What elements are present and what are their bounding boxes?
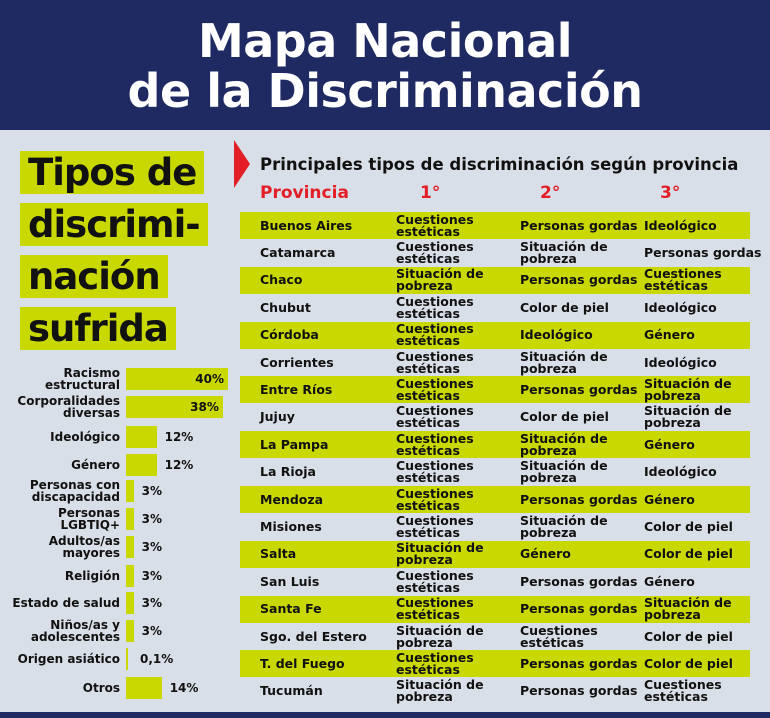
bar-label: Adultos/as mayores (48, 534, 120, 560)
table-row (240, 376, 750, 403)
rank-3-cell: Género (644, 573, 695, 589)
bar-row (0, 366, 240, 392)
bar (126, 565, 134, 587)
rank-1-cell: Cuestiones estéticas (396, 375, 474, 403)
rank-3-cell: Ideológico (644, 464, 717, 480)
province-cell: San Luis (260, 573, 320, 589)
rank-3-cell: Ideológico (644, 299, 717, 315)
province-cell: La Rioja (260, 464, 316, 480)
table-row (240, 486, 750, 513)
rank-2-cell: Ideológico (520, 327, 593, 343)
rank-1-cell: Cuestiones estéticas (396, 430, 474, 458)
rank-2-cell: Color de piel (520, 409, 609, 425)
bar-label: Ideológico (50, 430, 120, 444)
province-cell: Jujuy (260, 409, 295, 425)
bar-label: Estado de salud (12, 596, 120, 610)
rank-3-cell: Color de piel (644, 518, 733, 534)
bar-value-label: 12% (164, 430, 194, 444)
rank-3-cell: Género (644, 327, 695, 343)
rank-1-cell: Cuestiones estéticas (396, 485, 474, 513)
column-header-1: 1° (420, 183, 441, 203)
column-header-3: 3° (660, 183, 681, 203)
province-cell: Entre Ríos (260, 381, 333, 397)
rank-2-cell: Personas gordas (520, 381, 638, 397)
chart-title-line: discrimi- (20, 203, 208, 246)
rank-1-cell: Cuestiones estéticas (396, 567, 474, 595)
bar-value-label: 3% (141, 624, 163, 638)
rank-1-cell: Cuestiones estéticas (396, 403, 474, 431)
bar-row (0, 534, 240, 560)
table-row (240, 349, 750, 376)
rank-1-cell: Cuestiones estéticas (396, 458, 474, 486)
rank-2-cell: Cuestiones estéticas (520, 622, 598, 650)
bar (126, 480, 134, 502)
bar (126, 648, 128, 670)
rank-1-cell: Cuestiones estéticas (396, 321, 474, 349)
chart-title-line: nación (20, 255, 168, 298)
rank-1-cell: Situación de pobreza (396, 677, 484, 705)
bar-value-label: 3% (141, 484, 163, 498)
rank-1-cell: Cuestiones estéticas (396, 238, 474, 266)
table-row (240, 267, 750, 294)
rank-2-cell: Personas gordas (520, 573, 638, 589)
bar-row (0, 424, 240, 450)
column-header-provincia: Provincia (260, 183, 349, 203)
rank-2-cell: Situación de pobreza (520, 348, 608, 376)
province-cell: T. del Fuego (260, 655, 345, 671)
bar-row (0, 675, 240, 701)
bar-label: Género (71, 458, 120, 472)
bar-label: Otros (82, 681, 120, 695)
province-cell: Córdoba (260, 327, 319, 343)
chart-title-line: sufrida (20, 307, 176, 350)
bar-value-label: 3% (141, 540, 163, 554)
bar-value-label: 3% (141, 596, 163, 610)
province-cell: Tucumán (260, 683, 323, 699)
title-line-2: de la Discriminación (127, 64, 643, 118)
province-cell: La Pampa (260, 436, 329, 452)
bar-row (0, 618, 240, 644)
bar-value-label: 12% (164, 458, 194, 472)
rank-3-cell: Situación de pobreza (644, 595, 732, 623)
rank-3-cell: Situación de pobreza (644, 403, 732, 431)
province-cell: Salta (260, 546, 297, 562)
province-cell: Catamarca (260, 244, 336, 260)
bar (126, 454, 157, 476)
rank-2-cell: Situación de pobreza (520, 458, 608, 486)
province-cell: Chubut (260, 299, 311, 315)
bar-label: Personas LGBTIQ+ (57, 506, 120, 532)
rank-3-cell: Género (644, 436, 695, 452)
province-cell: Sgo. del Estero (260, 628, 367, 644)
table-row (240, 431, 750, 458)
table-row (240, 623, 750, 650)
rank-1-cell: Situación de pobreza (396, 266, 484, 294)
bar-row (0, 590, 240, 616)
chart-title (20, 147, 235, 355)
bar-row (0, 563, 240, 589)
rank-2-cell: Personas gordas (520, 601, 638, 617)
rank-3-cell: Género (644, 491, 695, 507)
rank-2-cell: Color de piel (520, 299, 609, 315)
rank-2-cell: Género (520, 546, 571, 562)
table-row (240, 541, 750, 568)
arrow-icon (234, 140, 250, 188)
province-cell: Mendoza (260, 491, 324, 507)
rank-2-cell: Personas gordas (520, 491, 638, 507)
rank-1-cell: Cuestiones estéticas (396, 348, 474, 376)
rank-1-cell: Situación de pobreza (396, 622, 484, 650)
table-row (240, 513, 750, 540)
rank-2-cell: Personas gordas (520, 683, 638, 699)
bar-row (0, 506, 240, 532)
bar-row (0, 452, 240, 478)
bar-value-label: 40% (195, 372, 224, 386)
bar (126, 426, 157, 448)
bar-value-label: 14% (169, 681, 199, 695)
rank-2-cell: Personas gordas (520, 217, 638, 233)
chart-title-line: Tipos de (20, 151, 204, 194)
province-cell: Misiones (260, 518, 322, 534)
table-row (240, 322, 750, 349)
bar-label: Religión (64, 569, 120, 583)
table-row (240, 238, 762, 266)
rank-1-cell: Situación de pobreza (396, 540, 484, 568)
table-row (240, 650, 750, 677)
rank-3-cell: Personas gordas (644, 244, 762, 260)
rank-1-cell: Cuestiones estéticas (396, 293, 474, 321)
footer-strip (0, 712, 770, 718)
province-cell: Chaco (260, 272, 303, 288)
rank-2-cell: Situación de pobreza (520, 512, 608, 540)
bar-value-label: 3% (141, 569, 163, 583)
bar-label: Personas con discapacidad (29, 478, 120, 504)
province-cell: Buenos Aires (260, 217, 353, 233)
rank-2-cell: Situación de pobreza (520, 238, 608, 266)
bar-row (0, 478, 240, 504)
province-cell: Santa Fe (260, 601, 322, 617)
table-row (240, 212, 750, 239)
rank-1-cell: Cuestiones estéticas (396, 649, 474, 677)
column-header-2: 2° (540, 183, 561, 203)
page-header (0, 0, 770, 130)
bar (126, 592, 134, 614)
rank-3-cell: Ideológico (644, 354, 717, 370)
rank-2-cell: Personas gordas (520, 272, 638, 288)
bar (126, 677, 162, 699)
bar (126, 536, 134, 558)
bar-value-label: 3% (141, 512, 163, 526)
table-row (240, 404, 750, 431)
bar-row (0, 394, 240, 420)
title-line-1: Mapa Nacional (197, 14, 573, 68)
rank-3-cell: Situación de pobreza (644, 375, 732, 403)
bar-label: Origen asiático (17, 652, 120, 666)
rank-1-cell: Cuestiones estéticas (396, 211, 474, 239)
rank-1-cell: Cuestiones estéticas (396, 512, 474, 540)
table-row (240, 678, 750, 705)
bar (126, 508, 134, 530)
rank-3-cell: Color de piel (644, 655, 733, 671)
province-cell: Corrientes (260, 354, 334, 370)
rank-3-cell: Cuestiones estéticas (644, 266, 722, 294)
rank-3-cell: Cuestiones estéticas (644, 677, 722, 705)
rank-2-cell: Personas gordas (520, 655, 638, 671)
table-row (240, 568, 750, 595)
table-title: Principales tipos de discriminación según provincia (260, 155, 739, 174)
table-row (240, 596, 750, 623)
bar-value-label: 0,1% (140, 652, 174, 666)
bar-label: Racismo estructural (45, 366, 120, 392)
rank-3-cell: Color de piel (644, 628, 733, 644)
bar-label: Corporalidades diversas (17, 394, 120, 420)
table-row (240, 294, 750, 321)
rank-3-cell: Color de piel (644, 546, 733, 562)
bar-label: Niños/as y adolescentes (30, 618, 120, 644)
rank-3-cell: Ideológico (644, 217, 717, 233)
bar (126, 620, 134, 642)
bar-row (0, 646, 240, 672)
rank-1-cell: Cuestiones estéticas (396, 595, 474, 623)
table-row (240, 459, 750, 486)
rank-2-cell: Situación de pobreza (520, 430, 608, 458)
bar-value-label: 38% (190, 400, 219, 414)
